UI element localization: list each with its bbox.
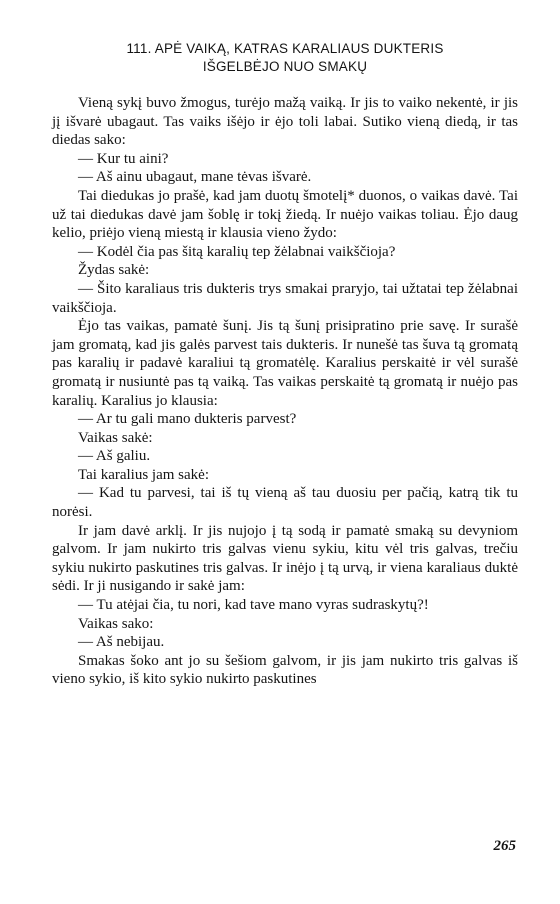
chapter-heading-line-2: IŠGELBĖJO NUO SMAKŲ bbox=[202, 59, 368, 74]
paragraph: — Aš nebijau. bbox=[78, 634, 165, 651]
page-number: 265 bbox=[493, 838, 516, 854]
paragraph: — Aš galiu. bbox=[78, 448, 151, 465]
paragraph: Tai diedukas jo prašė, kad jam duotų šmotelį* duonos, o vaikas davė. Tai už tai diedukas davė jam šoblę ir tokį žiedą. Ir nuėjo vaikas toliau. Ėjo daug kelio, priėjo vieną miestą ir klausia vieno žydo: bbox=[52, 187, 518, 242]
paragraph: — Aš ainu ubagaut, mane tėvas išvarė. bbox=[78, 169, 312, 186]
chapter-heading-line-1: 111. APĖ VAIKĄ, KATRAS KARALIAUS DUKTERIS bbox=[126, 41, 444, 56]
paragraph: — Ar tu gali mano dukteris parvest? bbox=[78, 411, 297, 428]
paragraph: — Šito karaliaus tris dukteris trys smakai praryjo, tai užtatai tep žėlabnai vaikščioja. bbox=[52, 280, 518, 316]
story-text bbox=[52, 94, 518, 689]
chapter-heading bbox=[40, 40, 530, 76]
paragraph: Vaikas sakė: bbox=[78, 429, 153, 446]
paragraph: Žydas sakė: bbox=[78, 262, 150, 279]
paragraph: — Kur tu aini? bbox=[78, 150, 169, 167]
paragraph: Ėjo tas vaikas, pamatė šunį. Jis tą šunį prisipratino prie savę. Ir surašė jam gromatą, kad jis galės parvest tais dukteris. Ir nunešė tas šuva tą gromatą pas karalių ir padavė karaliui tą gromatėlę. Karalius perskaitė ir vėl surašė gromatą ir nusiuntė pas tą vaiką. Tas vaikas perskaitė tą gromatą ir nuėjo pas karalių. Karalius jo klausia: bbox=[52, 318, 518, 409]
paragraph: Ir jam davė arklį. Ir jis nujojo į tą sodą ir pamatė smaką su devyniom galvom. Ir jam nukirto tris galvas vienu sykiu, kitu vėl tris galvas, trečiu sykiu nukirto paskutines tris galvas. Ir inėjo į tą urvą, ir viena karaliaus duktė sėdi. Ir ji nusigando ir sakė jam: bbox=[52, 522, 518, 595]
paragraph: — Tu atėjai čia, tu nori, kad tave mano vyras sudraskytų?! bbox=[78, 597, 429, 614]
paragraph: Vaikas sako: bbox=[78, 615, 154, 632]
paragraph: Tai karalius jam sakė: bbox=[78, 466, 209, 483]
paragraph: Vieną sykį buvo žmogus, turėjo mažą vaiką. Ir jis to vaiko nekentė, ir jis jį išvarė ubagaut. Tas vaiks išėjo ir ėjo toli labai. Sutiko vieną diedą, ir tas diedas sako: bbox=[52, 95, 518, 149]
paragraph: — Kad tu parvesi, tai iš tų vieną aš tau duosiu per pačią, katrą tik tu norėsi. bbox=[52, 485, 518, 521]
paragraph: Smakas šoko ant jo su šešiom galvom, ir jis jam nukirto tris galvas iš vieno sykio, iš kito sykio nukirto paskutines bbox=[52, 652, 518, 688]
paragraph: — Kodėl čia pas šitą karalių tep žėlabnai vaikščioja? bbox=[78, 243, 396, 260]
